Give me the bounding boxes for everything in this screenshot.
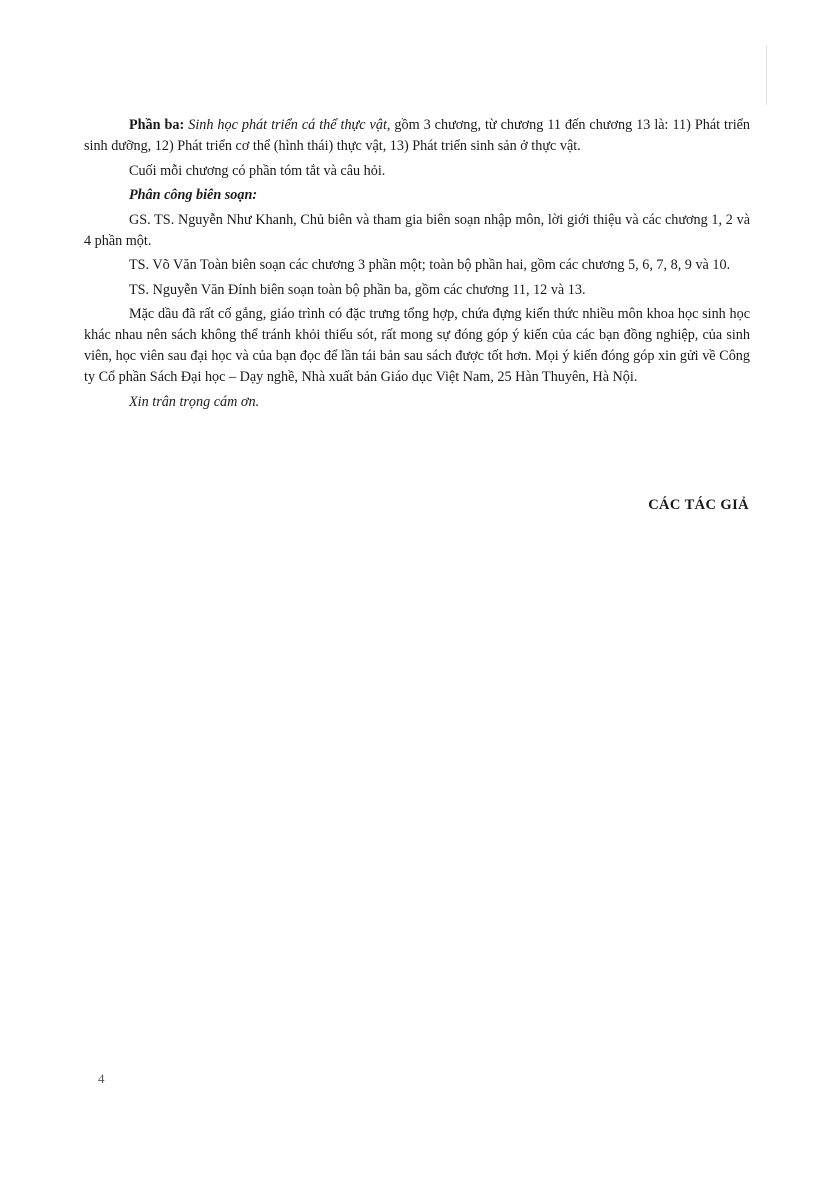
part3-description: gồm 3 chương, từ chương 11 đến chương 13 là: 11) Phát triển sinh dưỡng, 12) Phát triển cơ thể (hình thái) thực vật, 13) Phát triển sinh sản ở thực vật.	[84, 117, 751, 154]
authors-heading	[84, 185, 750, 206]
part3-title: Sinh học phát triển cá thể thực vật,	[188, 117, 391, 133]
paragraph-part3	[84, 115, 750, 157]
part3-label: Phần ba:	[129, 117, 185, 133]
paragraph-summary-note: Cuối mỗi chương có phần tóm tắt và câu hỏi.	[129, 162, 386, 179]
paragraph-author-2: TS. Võ Văn Toàn biên soạn các chương 3 phần một; toàn bộ phần hai, gồm các chương 5, 6, 7, 8, 9 và 10.	[129, 257, 731, 273]
authors-heading-text: Phân công biên soạn:	[129, 187, 258, 203]
page-number: 4	[98, 1071, 105, 1086]
signature: CÁC TÁC GIẢ	[648, 497, 749, 513]
paragraph-thanks	[84, 392, 750, 413]
paragraph-author-1: GS. TS. Nguyễn Như Khanh, Chủ biên và tham gia biên soạn nhập môn, lời giới thiệu và các chương 1, 2 và 4 phần một.	[84, 211, 750, 249]
scan-edge-mark	[766, 45, 767, 105]
body-text	[84, 115, 750, 416]
paragraph-closing: Mặc dầu đã rất cố gắng, giáo trình có đặc trưng tổng hợp, chứa đựng kiến thức nhiều môn khoa học sinh học khác nhau nên sách không thể tránh khỏi thiếu sót, rất mong sự đóng góp ý kiến của các bạn đồng nghiệp, của sinh viên, học viên sau đại học và của bạn đọc để lần tái bản sau sách được tốt hơn. Mọi ý kiến đóng góp xin gửi về Công ty Cổ phần Sách Đại học – Dạy nghề, Nhà xuất bản Giáo dục Việt Nam, 25 Hàn Thuyên, Hà Nội.	[84, 306, 750, 385]
thanks-text: Xin trân trọng cám ơn.	[129, 393, 260, 410]
paragraph-author-3: TS. Nguyễn Văn Đính biên soạn toàn bộ phần ba, gồm các chương 11, 12 và 13.	[129, 281, 586, 298]
